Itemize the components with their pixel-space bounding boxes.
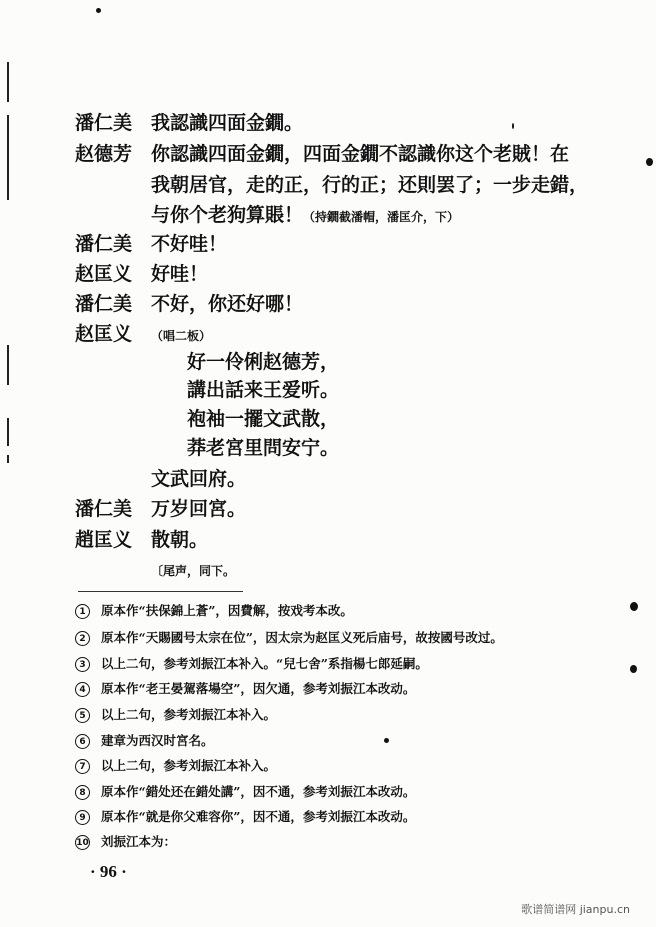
footnote-text: 以上二句，参考刘振江本补入。 <box>101 758 277 773</box>
footnote-text: 原本作“就是你父难容你”，因不通，参考刘振江本改动。 <box>101 809 416 824</box>
stage-direction: （唱二板） <box>151 329 212 343</box>
footnote-text: 原本作“錯处还在錯处講”，因不通，参考刘振江本改动。 <box>101 784 416 799</box>
footnote <box>75 653 428 675</box>
footnote <box>75 627 503 649</box>
footnote-number: 3 <box>75 657 90 672</box>
footnote-number: 10 <box>75 835 90 850</box>
speaker-name: 潘仁美 <box>75 233 133 255</box>
dialogue-line <box>75 229 227 259</box>
footnote-number: 5 <box>75 708 90 723</box>
speech-text: 与你个老狗算賬！ <box>151 204 304 226</box>
speech-continuation: 我朝居官，走的正，行的正；还則罢了；一步走錯， <box>151 174 589 196</box>
footnote <box>75 806 415 828</box>
footnote-text: 原本作“扶保錦上蒼”，因費解，按戏考本改。 <box>101 603 353 618</box>
footnote-number: 9 <box>75 810 90 825</box>
footnote <box>75 781 415 803</box>
margin-mark <box>7 455 9 463</box>
speech-text: 不好哇！ <box>151 233 228 255</box>
verse-line: 莽老宮里問安宁。 <box>187 437 340 459</box>
footnote <box>75 704 276 726</box>
footnote-number: 4 <box>75 682 90 697</box>
margin-mark <box>7 62 9 102</box>
dialogue-line <box>75 108 303 138</box>
footnote-number: 8 <box>75 785 90 800</box>
speech-text: 万岁回宮。 <box>151 498 247 520</box>
site-watermark: 歌谱简谱网 jianpu.cn <box>521 903 630 916</box>
stage-direction: （持鐗截潘帽，潘匡介，下） <box>303 210 460 224</box>
speech-text: 散朝。 <box>151 529 209 551</box>
dialogue-line <box>75 319 211 349</box>
verse-line: 袍袖一擺文武散， <box>187 408 340 430</box>
stage-direction: 〔尾声，同下。 <box>151 564 236 578</box>
footnote <box>75 730 214 752</box>
footnote-divider <box>78 591 243 592</box>
scan-speck <box>646 158 653 166</box>
footnote-text: 以上二句，参考刘振江本补入。 <box>101 707 277 722</box>
verse-line: 好一伶俐赵德芳， <box>187 351 340 373</box>
footnote-number: 6 <box>75 734 90 749</box>
speech-continuation: 文武回府。 <box>151 468 247 490</box>
margin-mark <box>7 345 9 385</box>
speaker-name: 趙匡义 <box>75 529 133 551</box>
dialogue-line <box>75 139 569 169</box>
speech-text: 好哇！ <box>151 263 209 285</box>
dialogue-line <box>75 525 208 555</box>
verse-line: 講出話来王爱听。 <box>187 379 340 401</box>
footnote <box>75 678 415 700</box>
scan-speck <box>512 123 514 129</box>
scan-speck <box>630 665 637 673</box>
scan-speck <box>96 8 101 13</box>
dialogue-line <box>75 259 208 289</box>
dialogue-line <box>75 289 303 319</box>
speaker-name: 赵匡义 <box>75 263 133 285</box>
footnote <box>75 600 353 622</box>
footnote <box>75 755 276 777</box>
speech-continuation <box>151 200 459 232</box>
footnote-text: 原本作“天賜國号太宗在位”，因太宗为赵匡义死后庙号，故按國号改过。 <box>101 630 503 645</box>
footnote-text: 建章为西汉时宮名。 <box>101 733 214 748</box>
footnote-number: 7 <box>75 759 90 774</box>
footnote <box>75 831 176 853</box>
scan-speck <box>384 738 389 743</box>
speaker-name: 赵匡义 <box>75 323 133 345</box>
footnote-number: 2 <box>75 631 90 646</box>
speaker-name: 潘仁美 <box>75 498 133 520</box>
page-number: · 96 · <box>90 862 127 881</box>
speech-text: 不好，你还好哪！ <box>151 293 304 315</box>
scan-speck <box>630 602 638 611</box>
dialogue-line <box>75 494 246 524</box>
speaker-name: 潘仁美 <box>75 112 133 134</box>
footnote-number: 1 <box>75 604 90 619</box>
margin-mark <box>7 418 9 446</box>
speech-text: 我認識四面金鐗。 <box>151 112 304 134</box>
footnote-text: 以上二句，参考刘振江本补入。“兒七舍”系指楊七郎延嗣。 <box>101 656 428 671</box>
speaker-name: 赵德芳 <box>75 143 133 165</box>
speaker-name: 潘仁美 <box>75 293 133 315</box>
footnote-text: 刘振江本为： <box>101 834 177 849</box>
footnote-text: 原本作“老王晏駕落場空”，因欠通，参考刘振江本改动。 <box>101 681 416 696</box>
margin-mark <box>7 115 9 200</box>
speech-text: 你認識四面金鐗，四面金鐗不認識你这个老賊！在 <box>151 143 570 165</box>
